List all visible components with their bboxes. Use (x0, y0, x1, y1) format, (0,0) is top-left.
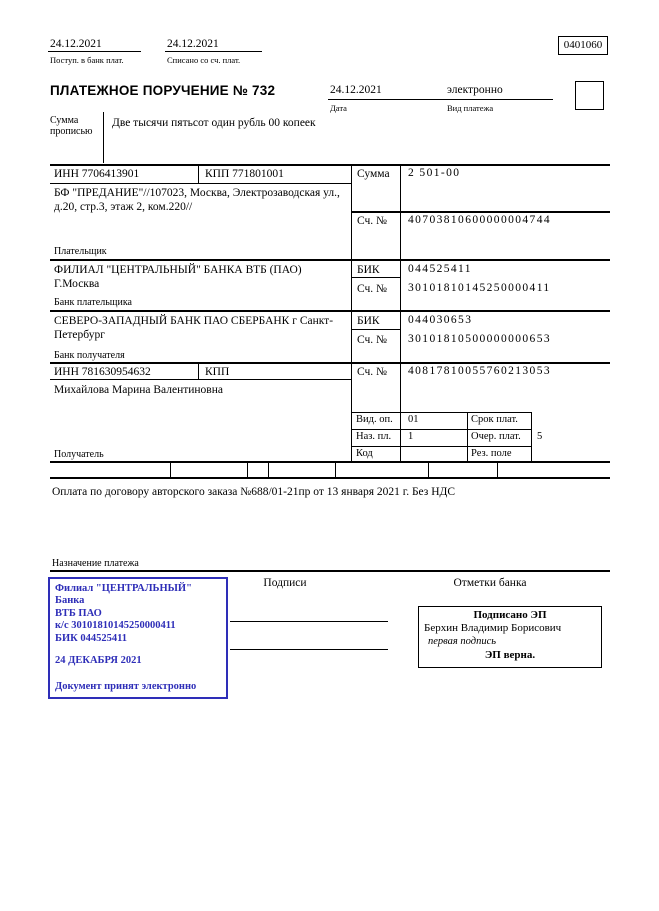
table-border (335, 463, 336, 478)
stamp-date: 24 ДЕКАБРЯ 2021 (55, 654, 142, 666)
signatures-label: Подписи (263, 577, 307, 589)
divider (165, 51, 262, 52)
amount-words-value: Две тысячи пятьсот один рубль 00 копеек (112, 117, 316, 129)
payer-name: БФ "ПРЕДАНИЕ"//107023, Москва, Электрозаводская ул., д.20, стр.3, этаж 2, ком.220// (54, 187, 340, 214)
table-border (351, 446, 531, 447)
table-border (50, 477, 610, 479)
payer-kpp: КПП 771801001 (205, 168, 284, 180)
sum-label: Сумма (357, 168, 390, 180)
stamp-bank-name-line2: ВТБ ПАО (55, 607, 102, 619)
payer-account-value: 40703810600000004744 (408, 214, 551, 226)
table-border (198, 164, 199, 183)
payee-section-label: Получатель (54, 449, 104, 460)
order-value: 5 (537, 431, 543, 442)
table-border (268, 463, 269, 478)
form-code-box: 0401060 (558, 36, 608, 55)
payer-bank-name: ФИЛИАЛ "ЦЕНТРАЛЬНЫЙ" БАНКА ВТБ (ПАО) Г.Москва (54, 264, 302, 291)
received-in-bank-date: 24.12.2021 (50, 38, 102, 50)
esignature-box (418, 606, 602, 668)
signature-line (230, 649, 388, 650)
payer-inn: ИНН 7706413901 (54, 168, 140, 180)
payment-purpose-text: Оплата по договору авторского заказа №688/01-21пр от 13 января 2021 г. Без НДС (52, 486, 456, 498)
received-in-bank-label: Поступ. в банк плат. (50, 55, 124, 65)
esign-title: Подписано ЭП (473, 609, 547, 621)
payer-bank-account-label: Сч. № (357, 283, 388, 295)
payer-bank-bik-value: 044525411 (408, 263, 472, 275)
op-type-value: 01 (408, 414, 419, 425)
sum-value: 2 501-00 (408, 167, 461, 179)
payment-type-value: электронно (447, 84, 503, 96)
table-border (400, 164, 401, 463)
esign-signer-name: Берхин Владимир Борисович (424, 622, 562, 635)
table-border (198, 364, 199, 380)
order-label: Очер. плат. (471, 431, 521, 442)
divider (328, 99, 445, 100)
table-border (351, 164, 352, 463)
table-border (50, 362, 610, 364)
payer-bank-account-value: 30101810145250000411 (408, 282, 551, 294)
esign-verified: ЭП верна. (484, 648, 536, 661)
document-title: ПЛАТЕЖНОЕ ПОРУЧЕНИЕ № 732 (50, 83, 276, 98)
payee-inn: ИНН 781630954632 (54, 366, 151, 378)
table-border (467, 412, 468, 462)
op-type-label: Вид. оп. (356, 414, 393, 425)
divider (48, 51, 141, 52)
payment-type-label: Вид платежа (447, 103, 494, 113)
payer-section-label: Плательщик (54, 246, 107, 257)
table-border (170, 463, 171, 478)
term-label: Срок плат. (471, 414, 518, 425)
table-border (351, 429, 531, 430)
payee-kpp: КПП (205, 366, 230, 378)
date-label: Дата (330, 103, 347, 113)
table-border (428, 463, 429, 478)
payee-account-value: 40817810055760213053 (408, 365, 551, 377)
table-border (531, 412, 532, 462)
payer-account-label: Сч. № (357, 215, 388, 227)
table-border (497, 463, 498, 478)
stamp-corr-account: к/с 30101810145250000411 (55, 620, 176, 632)
bank-stamp (48, 577, 228, 699)
payer-bank-bik-label: БИК (357, 264, 380, 276)
table-border (247, 463, 248, 478)
debited-date: 24.12.2021 (167, 38, 219, 50)
esign-subtitle: первая подпись (428, 635, 497, 647)
divider (50, 570, 610, 572)
payee-account-label: Сч. № (357, 366, 388, 378)
payee-name: Михайлова Марина Валентиновна (54, 384, 223, 396)
bank-marks-label: Отметки банка (453, 577, 527, 589)
payee-bank-account-value: 30101810500000000653 (408, 333, 551, 345)
divider (445, 99, 553, 100)
payment-type-checkbox (575, 81, 604, 110)
table-border (50, 461, 610, 463)
purpose-code-value: 1 (408, 431, 414, 442)
table-border (50, 259, 610, 261)
stamp-spacer (55, 667, 221, 680)
debited-label: Списано со сч. плат. (167, 55, 241, 65)
stamp-bank-name-line1: Филиал "ЦЕНТРАЛЬНЫЙ" Банка (55, 583, 192, 607)
payee-bank-section-label: Банк получателя (54, 350, 125, 361)
signature-line (230, 621, 388, 622)
payee-bank-account-label: Сч. № (357, 334, 388, 346)
purpose-code-label: Наз. пл. (356, 431, 392, 442)
payee-bank-bik-label: БИК (357, 315, 380, 327)
document-date: 24.12.2021 (330, 84, 382, 96)
table-border (50, 164, 610, 166)
stamp-bik: БИК 044525411 (55, 632, 128, 644)
table-border (50, 183, 352, 184)
payment-purpose-label: Назначение платежа (52, 558, 139, 569)
table-border (50, 310, 610, 312)
amount-words-label: Сумма прописью (50, 115, 93, 137)
code-label: Код (356, 448, 373, 459)
payer-bank-section-label: Банк плательщика (54, 297, 132, 308)
table-border (351, 329, 400, 330)
divider (103, 112, 104, 163)
payee-bank-name: СЕВЕРО-ЗАПАДНЫЙ БАНК ПАО СБЕРБАНК г Санкт-Петербург (54, 315, 334, 342)
reserve-label: Рез. поле (471, 448, 512, 459)
payee-bank-bik-value: 044030653 (408, 314, 473, 326)
table-border (351, 211, 610, 213)
table-border (351, 412, 531, 413)
stamp-accepted-note: Документ принят электронно (55, 680, 197, 692)
